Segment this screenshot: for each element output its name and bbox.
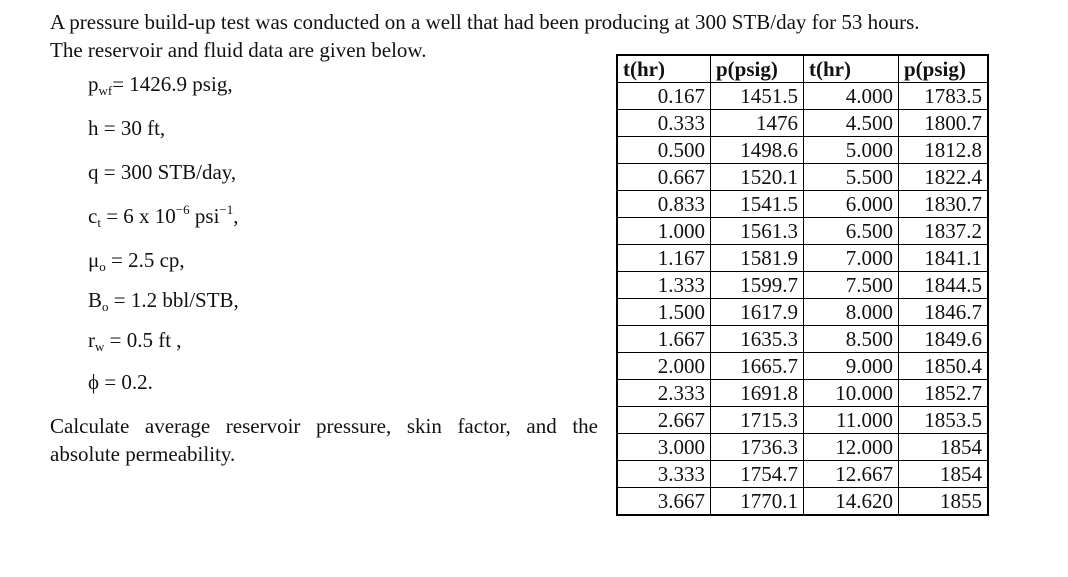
table-cell: 7.500 (804, 272, 899, 299)
param-pwf-sub: wf (98, 83, 113, 98)
table-cell: 1715.3 (711, 407, 804, 434)
param-mu-value: = 2.5 cp, (105, 248, 185, 272)
table-cell: 5.000 (804, 137, 899, 164)
table-cell: 1849.6 (899, 326, 989, 353)
table-row (617, 434, 988, 461)
param-pwf-symbol: p (88, 72, 99, 96)
table-row (617, 191, 988, 218)
table-cell: 7.000 (804, 245, 899, 272)
table-cell: 6.500 (804, 218, 899, 245)
param-mu (88, 248, 185, 273)
param-bo-symbol: B (88, 288, 103, 312)
table-cell: 1691.8 (711, 380, 804, 407)
table-row (617, 164, 988, 191)
table-cell: 1635.3 (711, 326, 804, 353)
table-row (617, 407, 988, 434)
table-cell: 1783.5 (899, 83, 989, 110)
table-cell: 0.333 (617, 110, 711, 137)
table-row (617, 83, 988, 110)
param-ct-sub: t (97, 215, 101, 230)
table-cell: 1617.9 (711, 299, 804, 326)
table-cell: 3.000 (617, 434, 711, 461)
table-cell: 1476 (711, 110, 804, 137)
table-header-row (617, 55, 988, 83)
table-cell: 1498.6 (711, 137, 804, 164)
table-cell: 1844.5 (899, 272, 989, 299)
table-row (617, 245, 988, 272)
table-cell: 1561.3 (711, 218, 804, 245)
table-cell: 1665.7 (711, 353, 804, 380)
table-cell: 1581.9 (711, 245, 804, 272)
param-pwf-value: = 1426.9 psig, (112, 72, 233, 96)
table-cell: 1850.4 (899, 353, 989, 380)
table-cell: 1.667 (617, 326, 711, 353)
table-cell: 1.333 (617, 272, 711, 299)
table-cell: 1520.1 (711, 164, 804, 191)
table-row (617, 110, 988, 137)
column-header: p(psig) (899, 55, 989, 83)
table-cell: 1854 (899, 434, 989, 461)
param-ct-value-a: = 6 x 10 (100, 204, 176, 228)
param-rw-value: = 0.5 ft , (104, 328, 182, 352)
table-cell: 1599.7 (711, 272, 804, 299)
param-rw (88, 328, 182, 353)
table-cell: 8.000 (804, 299, 899, 326)
param-bo-value: = 1.2 bbl/STB, (108, 288, 239, 312)
table-row (617, 272, 988, 299)
table-cell: 1852.7 (899, 380, 989, 407)
param-ct-exponent-b: −1 (219, 202, 234, 217)
table-cell: 1855 (899, 488, 989, 516)
table-cell: 1736.3 (711, 434, 804, 461)
table-cell: 1830.7 (899, 191, 989, 218)
pressure-buildup-table (616, 54, 989, 516)
table-cell: 0.667 (617, 164, 711, 191)
table-cell: 2.000 (617, 353, 711, 380)
question-text: Calculate average reservoir pressure, skin factor, and the absolute permeability. (50, 414, 598, 466)
param-rw-sub: w (95, 339, 105, 354)
table-cell: 1451.5 (711, 83, 804, 110)
table-cell: 1770.1 (711, 488, 804, 516)
table-cell: 1846.7 (899, 299, 989, 326)
table-cell: 0.500 (617, 137, 711, 164)
table-cell: 1854 (899, 461, 989, 488)
table-cell: 1812.8 (899, 137, 989, 164)
param-q-value: = 300 STB/day, (98, 160, 237, 184)
table-cell: 1541.5 (711, 191, 804, 218)
column-header: t(hr) (617, 55, 711, 83)
param-ct-value-c: , (233, 204, 239, 228)
table-cell: 1.167 (617, 245, 711, 272)
table-cell: 6.000 (804, 191, 899, 218)
param-h-value: = 30 ft, (98, 116, 166, 140)
table-cell: 12.000 (804, 434, 899, 461)
table-cell: 10.000 (804, 380, 899, 407)
table-row (617, 380, 988, 407)
table-cell: 1822.4 (899, 164, 989, 191)
param-ct-value-b: psi (189, 204, 220, 228)
param-q-symbol: q (88, 160, 99, 184)
param-bo-sub: o (102, 299, 109, 314)
table-cell: 5.500 (804, 164, 899, 191)
table-cell: 0.167 (617, 83, 711, 110)
table-cell: 2.333 (617, 380, 711, 407)
table-cell: 14.620 (804, 488, 899, 516)
param-mu-symbol: μ (88, 248, 100, 272)
table-cell: 1.000 (617, 218, 711, 245)
table-cell: 12.667 (804, 461, 899, 488)
table-cell: 1837.2 (899, 218, 989, 245)
table-cell: 1841.1 (899, 245, 989, 272)
table-row (617, 488, 988, 516)
table-row (617, 353, 988, 380)
table-row (617, 299, 988, 326)
param-ct-symbol: c (88, 204, 98, 228)
param-phi-symbol: ϕ (88, 370, 100, 394)
param-phi-value: = 0.2. (99, 370, 153, 394)
table-cell: 8.500 (804, 326, 899, 353)
intro-line-2: The reservoir and fluid data are given below. (50, 38, 427, 62)
table-cell: 2.667 (617, 407, 711, 434)
table-cell: 9.000 (804, 353, 899, 380)
param-pwf (88, 72, 233, 97)
param-q (88, 160, 236, 185)
table-cell: 11.000 (804, 407, 899, 434)
param-h-symbol: h (88, 116, 99, 140)
table-body (617, 83, 988, 516)
table-row (617, 461, 988, 488)
table-row (617, 137, 988, 164)
table-cell: 4.000 (804, 83, 899, 110)
param-rw-symbol: r (88, 328, 95, 352)
table-cell: 0.833 (617, 191, 711, 218)
intro-line-1: A pressure build-up test was conducted on a well that had been producing at 300 STB/day for 53 hours. (50, 10, 920, 34)
param-ct (88, 204, 239, 229)
param-phi (88, 370, 153, 395)
table-cell: 1800.7 (899, 110, 989, 137)
param-ct-exponent-a: −6 (175, 202, 190, 217)
table-row (617, 326, 988, 353)
table-cell: 1.500 (617, 299, 711, 326)
param-mu-sub: o (99, 259, 106, 274)
column-header: p(psig) (711, 55, 804, 83)
table-row (617, 218, 988, 245)
param-h (88, 116, 165, 141)
table-cell: 4.500 (804, 110, 899, 137)
column-header: t(hr) (804, 55, 899, 83)
table-cell: 3.333 (617, 461, 711, 488)
table-cell: 1853.5 (899, 407, 989, 434)
param-bo (88, 288, 239, 313)
table-cell: 1754.7 (711, 461, 804, 488)
table-cell: 3.667 (617, 488, 711, 516)
